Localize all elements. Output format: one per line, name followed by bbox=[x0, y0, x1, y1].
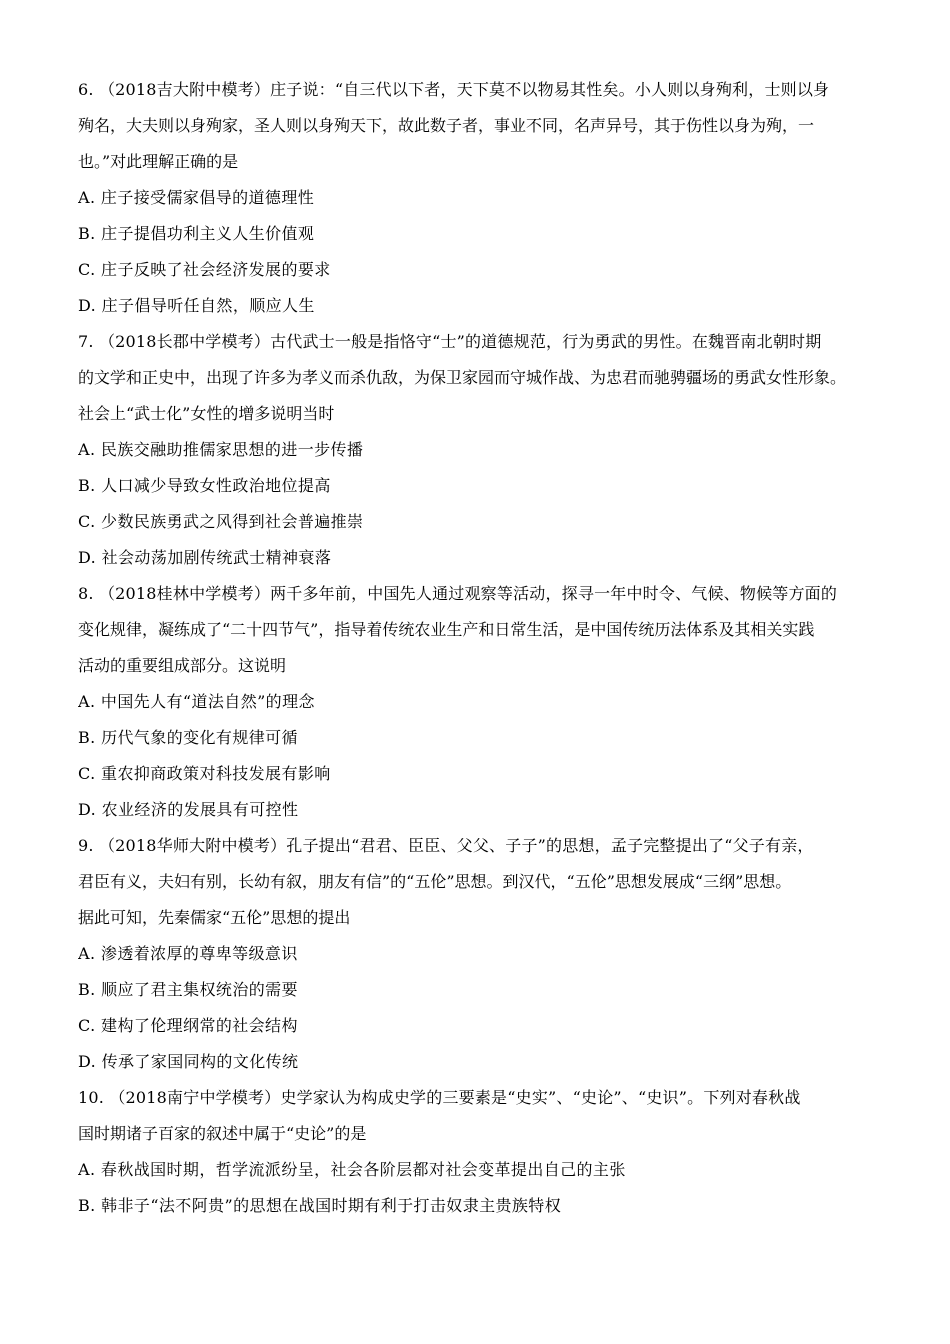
stem-line: 据此可知，先秦儒家“五伦”思想的提出 bbox=[78, 908, 351, 927]
option-b: B. 韩非子“法不阿贵”的思想在战国时期有利于打击奴隶主贵族特权 bbox=[78, 1196, 562, 1215]
stem-line: 社会上“武士化”女性的增多说明当时 bbox=[78, 404, 335, 423]
stem-line: 君臣有义，夫妇有别，长幼有叙，朋友有信”的“五伦”思想。到汉代，“五伦”思想发展成“三纲”思想。 bbox=[78, 872, 792, 891]
stem-line: 6. （2018吉大附中模考）庄子说：“自三代以下者，天下莫不以物易其性矣。小人则以身殉利，士则以身 bbox=[78, 80, 830, 99]
question-8 bbox=[78, 576, 898, 828]
option-a: A. 中国先人有“道法自然”的理念 bbox=[78, 692, 315, 711]
option-c: C. 少数民族勇武之风得到社会普遍推崇 bbox=[78, 512, 364, 531]
question-stem bbox=[78, 1080, 898, 1152]
stem-line: 10. （2018南宁中学模考）史学家认为构成史学的三要素是“史实”、“史论”、“史识”。下列对春秋战 bbox=[78, 1088, 801, 1107]
option-a: A. 春秋战国时期，哲学流派纷呈，社会各阶层都对社会变革提出自己的主张 bbox=[78, 1160, 626, 1179]
option-c: C. 重农抑商政策对科技发展有影响 bbox=[78, 764, 331, 783]
stem-line: 国时期诸子百家的叙述中属于“史论”的是 bbox=[78, 1124, 367, 1143]
option-b: B. 人口减少导致女性政治地位提高 bbox=[78, 476, 331, 495]
question-stem bbox=[78, 324, 898, 432]
option-d: D. 社会动荡加剧传统武士精神衰落 bbox=[78, 548, 332, 567]
option-b: B. 庄子提倡功利主义人生价值观 bbox=[78, 224, 315, 243]
option-a: A. 民族交融助推儒家思想的进一步传播 bbox=[78, 440, 364, 459]
stem-line: 8. （2018桂林中学模考）两千多年前，中国先人通过观察等活动，探寻一年中时令、气候、物候等方面的 bbox=[78, 584, 838, 603]
exam-page bbox=[78, 72, 898, 1224]
stem-line: 活动的重要组成部分。这说明 bbox=[78, 656, 287, 675]
stem-line: 变化规律，凝练成了“二十四节气”，指导着传统农业生产和日常生活，是中国传统历法体系及其相关实践 bbox=[78, 620, 815, 639]
option-b: B. 历代气象的变化有规律可循 bbox=[78, 728, 298, 747]
question-7 bbox=[78, 324, 898, 576]
question-9 bbox=[78, 828, 898, 1080]
option-a: A. 庄子接受儒家倡导的道德理性 bbox=[78, 188, 315, 207]
option-d: D. 庄子倡导听任自然，顺应人生 bbox=[78, 296, 315, 315]
option-b: B. 顺应了君主集权统治的需要 bbox=[78, 980, 298, 999]
question-stem bbox=[78, 828, 898, 936]
stem-line: 也。”对此理解正确的是 bbox=[78, 152, 239, 171]
option-c: C. 庄子反映了社会经济发展的要求 bbox=[78, 260, 331, 279]
question-stem bbox=[78, 72, 898, 180]
option-c: C. 建构了伦理纲常的社会结构 bbox=[78, 1016, 298, 1035]
option-d: D. 农业经济的发展具有可控性 bbox=[78, 800, 299, 819]
question-6 bbox=[78, 72, 898, 324]
question-stem bbox=[78, 576, 898, 684]
option-d: D. 传承了家国同构的文化传统 bbox=[78, 1052, 299, 1071]
stem-line: 7. （2018长郡中学模考）古代武士一般是指恪守“士”的道德规范，行为勇武的男性。在魏晋南北朝时期 bbox=[78, 332, 822, 351]
question-10 bbox=[78, 1080, 898, 1224]
option-a: A. 渗透着浓厚的尊卑等级意识 bbox=[78, 944, 298, 963]
stem-line: 殉名，大夫则以身殉家，圣人则以身殉天下，故此数子者，事业不同，名声异号，其于伤性以身为殉，一 bbox=[78, 116, 815, 135]
stem-line: 9. （2018华师大附中模考）孔子提出“君君、臣臣、父父、子子”的思想，孟子完整提出了“父子有亲， bbox=[78, 836, 814, 855]
stem-line: 的文学和正史中，出现了许多为孝义而杀仇敌，为保卫家园而守城作战、为忠君而驰骋疆场的勇武女性形象。 bbox=[78, 368, 847, 387]
